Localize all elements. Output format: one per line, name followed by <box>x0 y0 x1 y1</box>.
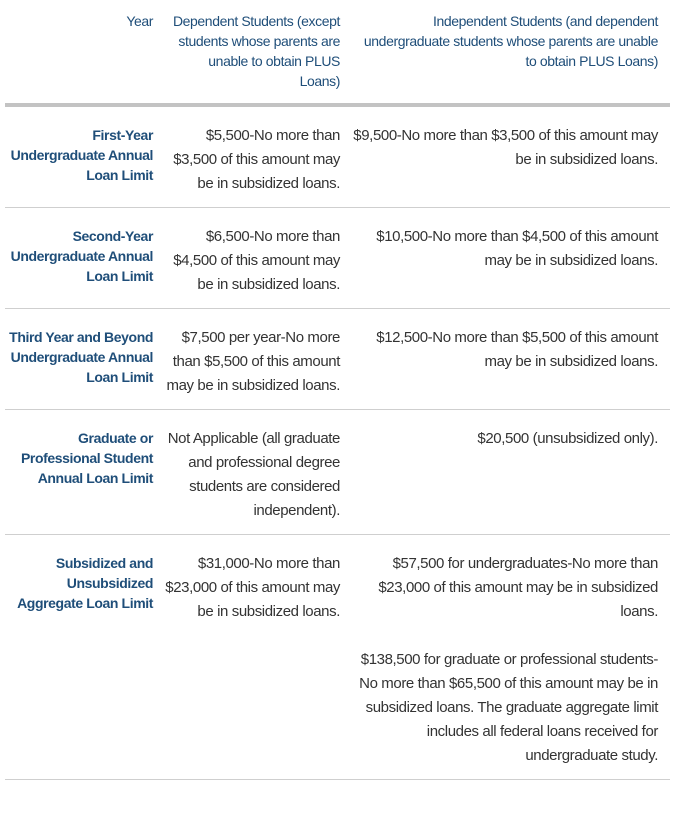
dependent-cell: $6,500-No more than $4,500 of this amount may be in subsidized loans. <box>165 208 352 309</box>
table-row <box>5 535 670 780</box>
dependent-cell: $7,500 per year-No more than $5,500 of this amount may be in subsidized loans. <box>165 309 352 410</box>
independent-cell: $12,500-No more than $5,500 of this amount may be in subsidized loans. <box>352 309 670 410</box>
row-label: First-Year Undergraduate Annual Loan Limit <box>5 105 165 208</box>
independent-graduate-text: $138,500 for graduate or professional students-No more than $65,500 of this amount may be in subsidized loans. The graduate aggregate limit includes all federal loans received for undergraduate study. <box>359 651 658 764</box>
table-row <box>5 410 670 535</box>
row-label: Graduate or Professional Student Annual Loan Limit <box>5 410 165 535</box>
table-row <box>5 208 670 309</box>
dependent-cell: $31,000-No more than $23,000 of this amount may be in subsidized loans. <box>165 535 352 780</box>
independent-undergrad-text: $57,500 for undergraduates-No more than $23,000 of this amount may be in subsidized loans. <box>378 555 658 620</box>
header-row <box>5 0 670 105</box>
header-year: Year <box>5 0 165 105</box>
header-independent: Independent Students (and dependent undergraduate students whose parents are unable to obtain PLUS Loans) <box>352 0 670 105</box>
row-label: Second-Year Undergraduate Annual Loan Limit <box>5 208 165 309</box>
loan-limits-table <box>5 0 670 780</box>
table-row <box>5 309 670 410</box>
dependent-cell: $5,500-No more than $3,500 of this amount may be in subsidized loans. <box>165 105 352 208</box>
independent-cell: $10,500-No more than $4,500 of this amount may be in subsidized loans. <box>352 208 670 309</box>
row-label: Third Year and Beyond Undergraduate Annual Loan Limit <box>5 309 165 410</box>
dependent-cell: Not Applicable (all graduate and professional degree students are considered independent). <box>165 410 352 535</box>
independent-cell <box>352 535 670 780</box>
table-row <box>5 105 670 208</box>
header-dependent: Dependent Students (except students whose parents are unable to obtain PLUS Loans) <box>165 0 352 105</box>
independent-cell: $9,500-No more than $3,500 of this amount may be in subsidized loans. <box>352 105 670 208</box>
independent-cell: $20,500 (unsubsidized only). <box>352 410 670 535</box>
row-label: Subsidized and Unsubsidized Aggregate Loan Limit <box>5 535 165 780</box>
